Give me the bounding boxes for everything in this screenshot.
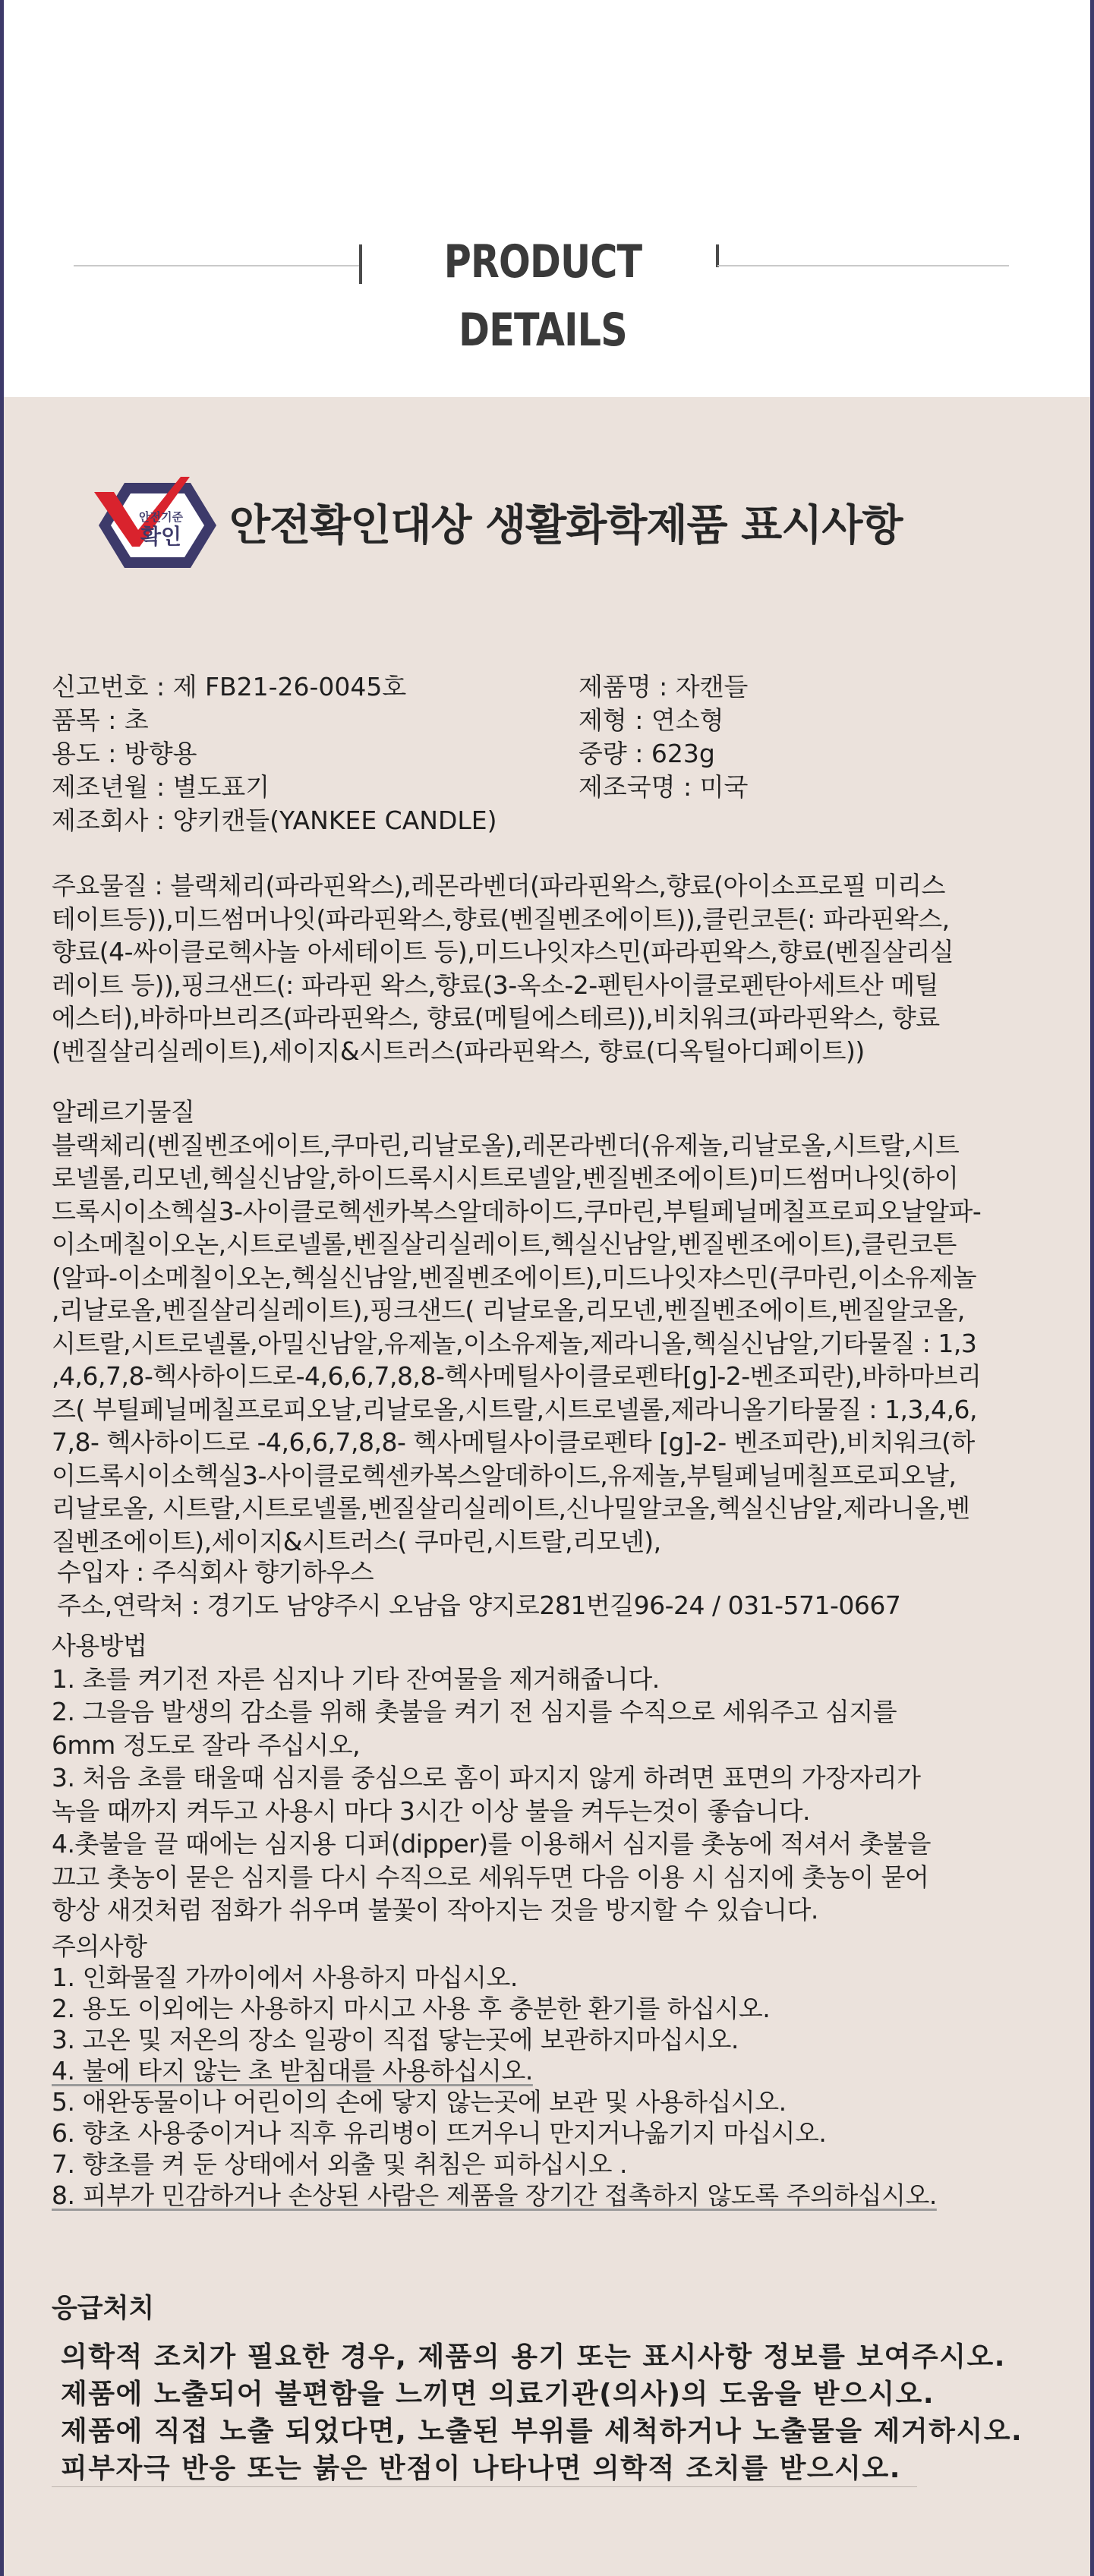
caution-line: 8. 피부가 민감하거나 손상된 사람은 제품을 장기간 접촉하지 않도록 주의하십시오.	[52, 2180, 937, 2210]
emergency-heading: 응급처치	[52, 2294, 155, 2324]
product-name: 제품명 : 자캔들	[579, 672, 749, 702]
caution-line: 4. 불에 타지 않는 초 받침대를 사용하십시오.	[52, 2056, 533, 2086]
emergency-line: 의학적 조치가 필요한 경우, 제품의 용기 또는 표시사항 정보를 보여주시오.	[61, 2341, 1006, 2373]
importer-section	[57, 1556, 1067, 1622]
allergens-line: 질벤조에이트),세이지&시트러스( 쿠마린,시트랄,리모넨),	[52, 1526, 661, 1556]
main-substances-line: 향료(4-싸이클로헥사놀 아세테이트 등),미드나잇쟈스민(파라핀왁스,향료(벤질살리실	[52, 937, 954, 966]
header-rule-right	[717, 265, 1009, 266]
bottom-divider	[52, 2486, 917, 2487]
header-tick-right	[716, 244, 719, 267]
header-tick-left	[359, 244, 362, 284]
main-substances-line: (벤질살리실레이트),세이지&시트러스(파라핀왁스, 향료(디옥틸아디페이트))	[52, 1036, 865, 1066]
usage-line: 6mm 정도로 잘라 주십시오,	[52, 1729, 361, 1760]
usage-line: 2. 그을음 발생의 감소를 위해 촛불을 켜기 전 심지를 수직으로 세워주고 심지를	[52, 1697, 897, 1726]
caution-line: 3. 고온 및 저온의 장소 일광이 직접 닿는곳에 보관하지마십시오.	[52, 2025, 739, 2054]
usage-line: 3. 처음 초를 태울때 심지를 중심으로 홈이 파지지 않게 하려면 표면의 가장자리가	[52, 1763, 921, 1792]
allergens-line: 리날로올, 시트랄,시트로넬롤,벤질살리실레이트,신나밀알코올,헥실신남알,제라니올,벤	[52, 1493, 970, 1523]
main-substances-line: 주요물질 : 블랙체리(파라핀왁스),레몬라벤더(파라핀왁스,향료(아이소프로필 미리스	[52, 871, 945, 900]
caution-line: 1. 인화물질 가까이에서 사용하지 마십시오.	[52, 1963, 518, 1992]
report-number: 신고번호 : 제 FB21-26-0045호	[52, 672, 407, 702]
allergens-line: 이드록시이소헥실3-사이클로헥센카복스알데하이드,유제놀,부틸페닐메칠프로피오날,	[52, 1460, 957, 1490]
allergens-line: ,4,6,7,8-헥사하이드로-4,6,6,7,8,8-헥사메틸사이클로펜타[g]-2-벤조피란),바하마브리	[52, 1361, 982, 1391]
safety-confirmation-badge-icon	[91, 477, 224, 574]
allergens-section	[52, 1096, 1061, 1558]
badge-small-text: 안전기준	[139, 510, 183, 524]
emergency-line: 피부자극 반응 또는 붉은 반점이 나타나면 의학적 조치를 받으시오.	[61, 2453, 901, 2484]
main-substances-line: 테이트등)),미드썸머나잇(파라핀왁스,향료(벤질벤조에이트)),클린코튼(: 파라핀왁스,	[52, 903, 950, 934]
allergens-line: 시트랄,시트로넬롤,아밀신남알,유제놀,이소유제놀,제라니올,헥실신남알,기타물질 : 1,3	[52, 1328, 977, 1358]
caution-line: 7. 향초를 켜 둔 상태에서 외출 및 취침은 피하십시오 .	[52, 2149, 627, 2179]
manufacturer: 제조회사 : 양키캔들(YANKEE CANDLE)	[52, 806, 497, 835]
product-info-panel	[4, 397, 1090, 2576]
usage-section	[52, 1629, 1061, 1927]
allergens-line: 블랙체리(벤질벤조에이트,쿠마린,리날로올),레몬라벤더(유제놀,리날로올,시트랄,시트	[52, 1130, 960, 1160]
allergens-line: (알파-이소메칠이오논,헥실신남알,벤질벤조에이트),미드나잇쟈스민(쿠마린,이소유제놀	[52, 1262, 977, 1292]
usage-line: 끄고 촛농이 묻은 심지를 다시 수직으로 세워두면 다음 이용 시 심지에 촛농이 묻어	[52, 1862, 929, 1892]
usage-line: 1. 초를 켜기전 자른 심지나 기타 잔여물을 제거해줍니다.	[52, 1663, 660, 1694]
allergens-line: 7,8- 헥사하이드로 -4,6,6,7,8,8- 헥사메틸사이클로펜타 [g]-2- 벤조피란),비치워크(하	[52, 1427, 975, 1457]
caution-heading: 주의사항	[52, 1931, 147, 1961]
country-of-origin: 제조국명 : 미국	[579, 772, 749, 802]
product-weight: 중량 : 623g	[579, 739, 715, 768]
usage-line: 4.촛불을 끌 때에는 심지용 디퍼(dipper)를 이용해서 심지를 촛농에 적셔서 촛불을	[52, 1829, 931, 1859]
header-rule-left	[74, 265, 362, 266]
emergency-line: 제품에 노출되어 불편함을 느끼면 의료기관(의사)의 도움을 받으시오.	[61, 2379, 935, 2410]
caution-line: 2. 용도 이외에는 사용하지 마시고 사용 후 충분한 환기를 하십시오.	[52, 1994, 771, 2023]
allergens-line: 로넬롤,리모넨,헥실신남알,하이드록시시트로넬알,벤질벤조에이트)미드썸머나잇(하이	[52, 1163, 959, 1193]
badge-main-text: 확인	[140, 524, 182, 549]
importer-address: 주소,연락처 : 경기도 남양주시 오남읍 양지로281번길96-24 / 031-571-0667	[57, 1590, 901, 1620]
right-frame-border	[1090, 0, 1094, 2576]
usage-line: 항상 새것처럼 점화가 쉬우며 불꽃이 작아지는 것을 방지할 수 있습니다.	[52, 1895, 818, 1925]
page-title: PRODUCT DETAILS	[443, 235, 642, 357]
allergens-line: 드록시이소헥실3-사이클로헥센카복스알데하이드,쿠마린,부틸페닐메칠프로피오날알파-	[52, 1196, 982, 1226]
main-substances-line: 레이트 등)),핑크샌드(: 파라핀 왁스,향료(3-옥소-2-펜틴사이클로펜탄아세트산 메틸	[52, 970, 938, 1000]
page-header	[4, 0, 1090, 397]
certification-title: 안전확인대상 생활화학제품 표시사항	[229, 501, 903, 550]
allergens-line: 이소메칠이오논,시트로넬롤,벤질살리실레이트,헥실신남알,벤질벤조에이트),클린코튼	[52, 1229, 957, 1259]
allergens-heading: 알레르기물질	[52, 1097, 195, 1127]
caution-section	[52, 1931, 1061, 2211]
manufacture-date: 제조년월 : 별도표기	[52, 772, 270, 802]
caution-line: 5. 애완동물이나 어린이의 손에 닿지 않는곳에 보관 및 사용하십시오.	[52, 2087, 787, 2117]
main-substances	[52, 869, 1061, 1067]
main-substances-line: 에스터),바하마브리즈(파라핀왁스, 향료(메틸에스테르)),비치워크(파라핀왁스, 향료	[52, 1003, 940, 1033]
product-form: 제형 : 연소형	[579, 705, 724, 735]
allergens-line: 즈( 부틸페닐메칠프로피오날,리날로올,시트랄,시트로넬롤,제라니올기타물질 : 1,3,4,6,	[52, 1394, 977, 1424]
emergency-section	[61, 2338, 1070, 2487]
emergency-line: 제품에 직접 노출 되었다면, 노출된 부위를 세척하거나 노출물을 제거하시오.	[61, 2416, 1023, 2447]
item-type: 품목 : 초	[52, 705, 149, 735]
caution-line: 6. 향초 사용중이거나 직후 유리병이 뜨거우니 만지거나옮기지 마십시오.	[52, 2118, 827, 2148]
importer-name: 수입자 : 주식회사 향기하우스	[57, 1557, 374, 1587]
allergens-line: ,리날로올,벤질살리실레이트),핑크샌드( 리날로올,리모넨,벤질벤조에이트,벤질알코올,	[52, 1295, 965, 1325]
usage-heading: 사용방법	[52, 1631, 147, 1660]
usage-type: 용도 : 방향용	[52, 739, 197, 768]
usage-line: 녹을 때까지 켜두고 사용시 마다 3시간 이상 불을 켜두는것이 좋습니다.	[52, 1796, 810, 1826]
